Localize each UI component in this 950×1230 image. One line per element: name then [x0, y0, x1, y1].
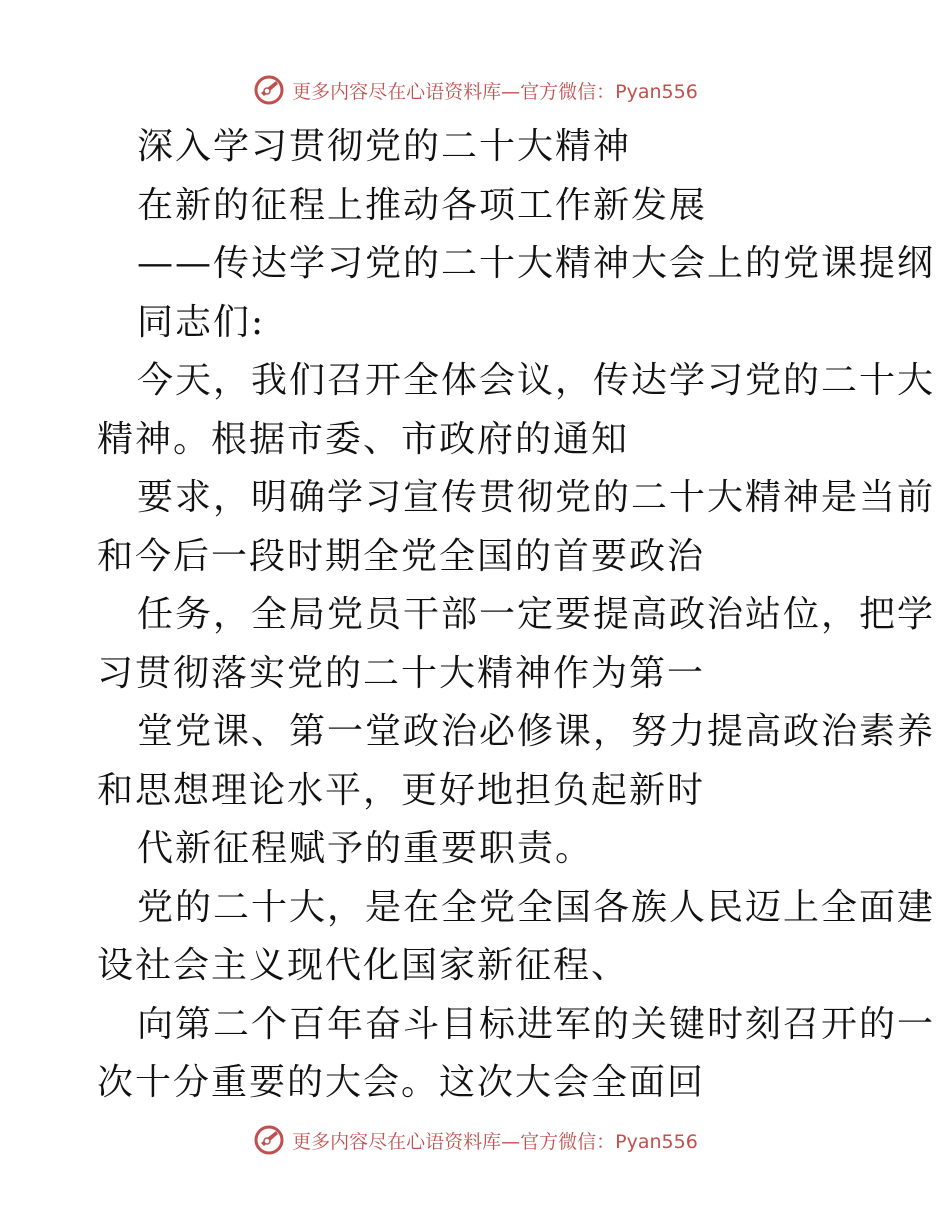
watermark-text: 更多内容尽在心语资料库—官方微信：Pyan556: [292, 1130, 698, 1153]
watermark-text: 更多内容尽在心语资料库—官方微信：Pyan556: [292, 80, 698, 103]
doc-title: 深入学习贯彻党的二十大精神: [137, 126, 632, 167]
paragraph-line: 堂党课、第一堂政治必修课，努力提高政治素养: [137, 711, 936, 752]
document-body: [97, 118, 936, 1113]
paragraph-line: 和思想理论水平，更好地担负起新时: [97, 769, 706, 811]
doc-subtitle: 在新的征程上推动各项工作新发展: [137, 184, 708, 226]
salutation: 同志们:: [137, 301, 266, 343]
paragraph-line: 今天，我们召开全体会议，传达学习党的二十大: [137, 360, 936, 401]
watermark-footer: [0, 1120, 950, 1160]
paragraph-line: 向第二个百年奋斗目标进军的关键时刻召开的一: [137, 1003, 936, 1045]
paragraph-line: 次十分重要的大会。这次大会全面回: [97, 1062, 706, 1103]
paragraph-line: 精神。根据市委、市政府的通知: [97, 418, 630, 460]
paragraph-line: 和今后一段时期全党全国的首要政治: [97, 535, 706, 577]
brand-logo-icon: [252, 73, 286, 107]
paragraph-line: 设社会主义现代化国家新征程、: [97, 945, 630, 986]
paragraph-line: 代新征程赋予的重要职责。: [137, 828, 594, 869]
brand-logo-icon: [252, 1123, 286, 1157]
watermark-header: [0, 70, 950, 110]
paragraph-line: 任务，全局党员干部一定要提高政治站位，把学: [137, 594, 936, 635]
paragraph-line: 要求，明确学习宣传贯彻党的二十大精神是当前: [137, 477, 936, 518]
paragraph-line: 党的二十大，是在全党全国各族人民迈上全面建: [137, 886, 936, 928]
paragraph-line: 习贯彻落实党的二十大精神作为第一: [97, 652, 706, 694]
doc-subheading: ——传达学习党的二十大精神大会上的党课提纲: [137, 243, 936, 284]
